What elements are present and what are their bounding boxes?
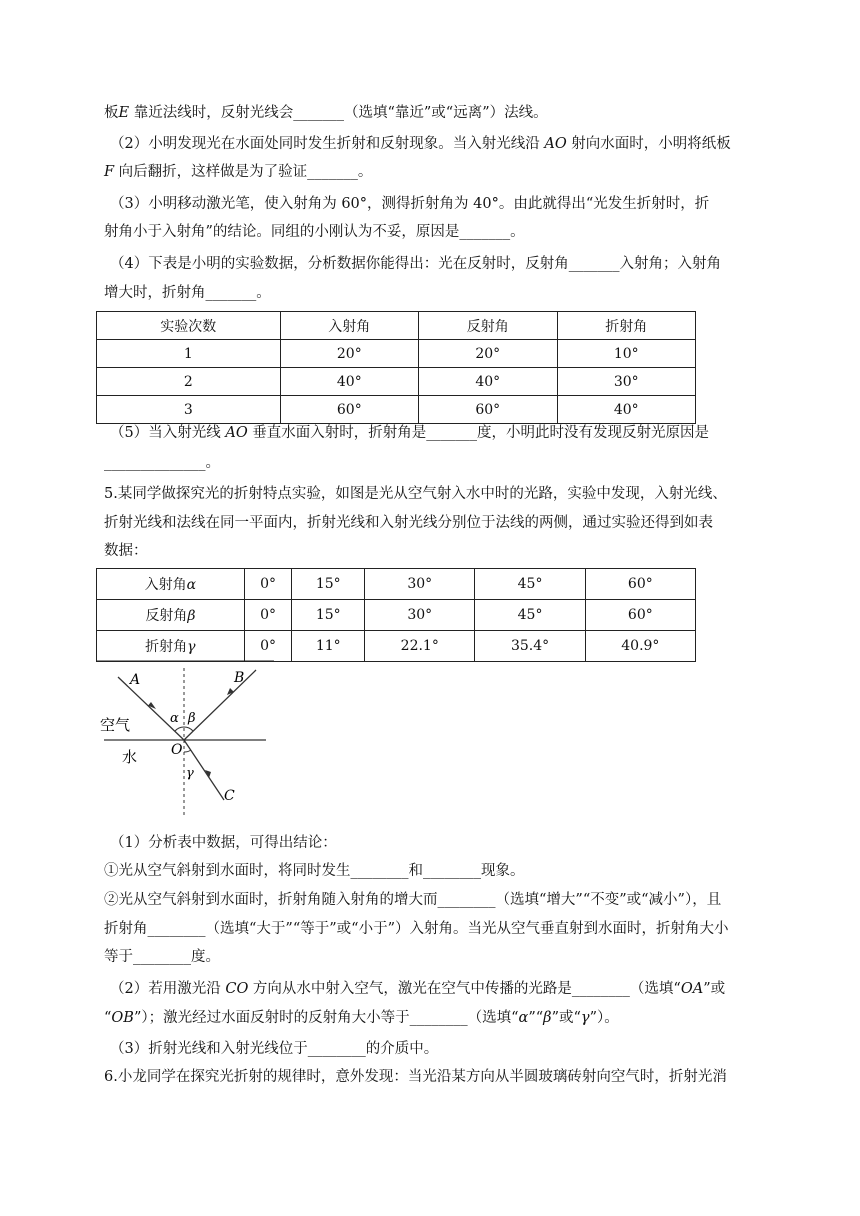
text-line: （3）小明移动激光笔，使入射角为 60°，测得折射角为 40°。由此就得出“光发生折射时，折 xyxy=(110,196,710,212)
label-A: A xyxy=(130,672,141,688)
label-O: O xyxy=(171,742,183,758)
alpha-arc xyxy=(175,727,184,731)
table-cell: 60° xyxy=(585,600,695,631)
table-cell: 30° xyxy=(557,368,696,396)
text-line: （2）若用激光沿 CO 方向从水中射入空气，激光在空气中传播的光路是________（选填“OA”或 xyxy=(110,981,726,997)
reflected-ray xyxy=(184,670,256,740)
label-air: 空气 xyxy=(100,716,131,734)
table-cell: 60° xyxy=(585,569,695,600)
light-path-diagram xyxy=(96,660,276,820)
table-cell: 45° xyxy=(475,569,585,600)
label-water: 水 xyxy=(122,748,138,766)
text-line: 等于________度。 xyxy=(104,949,220,965)
table-cell: 45° xyxy=(475,600,585,631)
table-cell: 1 xyxy=(97,340,281,368)
table-header-cell: 折射角 xyxy=(557,312,696,340)
table-header-cell: 反射角 xyxy=(419,312,557,340)
table-cell: 0° xyxy=(244,569,292,600)
table-cell: 60° xyxy=(280,396,418,424)
gamma-arc xyxy=(184,750,191,752)
table-cell: 20° xyxy=(419,340,557,368)
label-gamma: γ xyxy=(186,766,194,781)
table-cell: 15° xyxy=(292,569,365,600)
text-line: （5）当入射光线 AO 垂直水面入射时，折射角是_______度，小明此时没有发现反射光原因是 xyxy=(110,425,710,441)
table-cell: 10° xyxy=(557,340,696,368)
table-row-label: 折射角γ xyxy=(97,631,245,662)
table-row xyxy=(97,631,696,662)
label-alpha: α xyxy=(170,711,179,726)
incident-arrow-icon xyxy=(148,702,156,709)
table-header-cell: 实验次数 xyxy=(97,312,281,340)
table-row-label: 反射角β xyxy=(97,600,245,631)
table-cell: 30° xyxy=(365,569,475,600)
text-line: 5.某同学做探究光的折射特点实验，如图是光从空气射入水中时的光路，实验中发现，入射光线、 xyxy=(104,486,727,502)
refraction-data-table xyxy=(96,568,696,662)
table-cell: 2 xyxy=(97,368,281,396)
label-C: C xyxy=(224,788,235,804)
text-line: ______________。 xyxy=(104,455,220,471)
table-row xyxy=(97,368,696,396)
text-line: “OB”）；激光经过水面反射时的反射角大小等于________（选填“α”“β”或“γ”）。 xyxy=(104,1010,619,1026)
text-line: 板E 靠近法线时，反射光线会_______（选填“靠近”或“远离”）法线。 xyxy=(104,105,548,121)
table-cell: 30° xyxy=(365,600,475,631)
table-row xyxy=(97,396,696,424)
table-cell: 35.4° xyxy=(475,631,585,662)
text-line: ②光从空气斜射到水面时，折射角随入射角的增大而________（选填“增大”“不变”或“减小”），且 xyxy=(104,892,722,908)
text-line: 增大时，折射角_______。 xyxy=(104,285,271,301)
table-cell: 40° xyxy=(280,368,418,396)
text-line: 折射角________（选填“大于”“等于”或“小于”）入射角。当光从空气垂直射到水面时，折射角大小 xyxy=(104,921,729,937)
table-cell: 22.1° xyxy=(365,631,475,662)
text-line: 折射光线和法线在同一平面内，折射光线和入射光线分别位于法线的两侧，通过实验还得到如表 xyxy=(104,515,713,531)
table-header-cell: 入射角 xyxy=(280,312,418,340)
label-B: B xyxy=(234,670,245,686)
table-row xyxy=(97,340,696,368)
text-line: （3）折射光线和入射光线位于________的介质中。 xyxy=(110,1041,439,1057)
text-line: 数据： xyxy=(104,543,148,559)
table-row-label: 入射角α xyxy=(97,569,245,600)
text-line: （2）小明发现光在水面处同时发生折射和反射现象。当入射光线沿 AO 射向水面时，小明将纸板 xyxy=(110,136,731,152)
table-cell: 60° xyxy=(419,396,557,424)
table-cell: 0° xyxy=(244,600,292,631)
table-cell: 15° xyxy=(292,600,365,631)
table-row xyxy=(97,569,696,600)
experiment-table xyxy=(96,311,696,424)
table-header-row xyxy=(97,312,696,340)
table-cell: 20° xyxy=(280,340,418,368)
table-cell: 40° xyxy=(419,368,557,396)
text-line: （1）分析表中数据，可得出结论： xyxy=(110,835,337,851)
label-beta: β xyxy=(188,711,196,726)
table-cell: 40° xyxy=(557,396,696,424)
text-line: （4）下表是小明的实验数据，分析数据你能得出：光在反射时，反射角_______入射角；入射角 xyxy=(110,256,721,272)
text-line: 射角小于入射角”的结论。同组的小刚认为不妥，原因是_______。 xyxy=(104,224,525,240)
table-cell: 0° xyxy=(244,631,292,662)
table-cell: 3 xyxy=(97,396,281,424)
text-line: 6.小龙同学在探究光折射的规律时，意外发现：当光沿某方向从半圆玻璃砖射向空气时，折射光消 xyxy=(104,1069,727,1085)
beta-arc xyxy=(184,727,193,731)
table-cell: 40.9° xyxy=(585,631,695,662)
table-cell: 11° xyxy=(292,631,365,662)
table-row xyxy=(97,600,696,631)
text-line: F 向后翻折，这样做是为了验证_______。 xyxy=(104,164,373,180)
text-line: ①光从空气斜射到水面时，将同时发生________和________现象。 xyxy=(104,863,525,879)
